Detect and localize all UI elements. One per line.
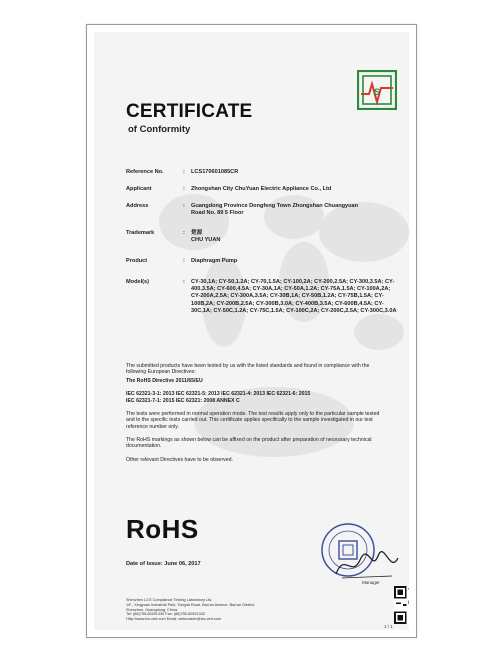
date-of-issue: Date of Issue: June 06, 2017	[126, 561, 201, 567]
footer-line: Http://www.lcs-cert.com Email: webmaster@lcs-cert.com	[126, 617, 222, 622]
page-number: 1 / 1	[384, 624, 393, 629]
field-colon: :	[183, 230, 185, 236]
field-label: Reference No.	[126, 169, 164, 175]
field-value: LCS170601085CR	[191, 169, 239, 175]
world-map-watermark	[154, 162, 409, 542]
directive-text: The RoHS Directive 2011/65/EU	[126, 378, 203, 384]
field-colon: :	[183, 169, 185, 175]
field-colon: :	[183, 279, 185, 285]
field-value: 楚源 CHU YUAN	[191, 230, 221, 244]
field-colon: :	[183, 258, 185, 264]
lab-address-footer	[126, 598, 326, 622]
field-label: Product	[126, 258, 148, 264]
field-label: Address	[126, 203, 149, 209]
certificate-page	[94, 32, 409, 630]
field-label: Applicant	[126, 186, 152, 192]
intro-text: The submitted products have been tested by us with the listed standards and found in compliance with the following European Directives:	[126, 363, 370, 376]
certificate-frame	[86, 24, 417, 638]
other-directives-note: Other relevant Directives have to be observed.	[126, 457, 233, 463]
standards-line-2: IEC 62321-7-1: 2015 IEC 62321: 2008 ANNEX C	[126, 398, 240, 404]
field-label: Model(s)	[126, 279, 149, 285]
footer-line: Shenzhen, Guangdong, China	[126, 607, 178, 612]
certificate-subtitle: of Conformity	[128, 124, 191, 135]
footer-line: Tel: (86)755-82591330 Fax: (86)755-82591332	[126, 612, 205, 617]
lcs-logo-icon	[357, 70, 397, 110]
field-colon: :	[183, 203, 185, 209]
svg-text:S: S	[373, 87, 381, 97]
standards-line-1: IEC 62321-3-1: 2013 IEC 62321-5: 2013 IEC 62321-4: 2013 IEC 62321-6: 2015	[126, 391, 311, 397]
test-note: The tests were performed in normal operation mode. The test results apply only to the particular sample tested and to the specific tests carried out. This certificate applies specifically to the sample investigated in our test reference number only.	[126, 411, 380, 430]
field-value: Zhongshan City ChuYuan Electric Appliance Co., Ltd	[191, 186, 332, 192]
rohs-mark: RoHS	[126, 514, 199, 544]
field-value: Guangdong Province Dongfeng Town Zhongshan Chuangyuan Road No. 89 5 Floor	[191, 203, 359, 217]
footer-line: Shenzhen LCS Compliance Testing Laboratory Ltd.	[126, 598, 213, 602]
manager-label: Manager	[362, 580, 380, 585]
field-label: Trademark	[126, 230, 155, 236]
qr-code-icon	[394, 586, 409, 624]
marking-note: The RoHS markings as shown below can be affixed on the product after preparation of necessary technical documentation.	[126, 437, 372, 450]
field-colon: :	[183, 186, 185, 192]
field-value: Diaphragm Pump	[191, 258, 238, 264]
field-value: CY-30,1A; CY-50,1.2A; CY-70,1.5A; CY-100,2A; CY-200,2.5A; CY-300,3.5A; CY-400,3.5A; CY-600,4.5A; CY-30A,1A; CY-50A,1.2A; CY-75A,1.5A; CY-100A,2A; CY-200A,2.5A; CY-300A,3.5A; CY-30B,1A; CY-50B,1.2A; CY-75B,1.5A; CY-100B,2A; CY-200B,2.5A; CY-300B,3.0A; CY-400B,3.5A; CY-600B,4.5A; CY-30C,1A; CY-50C,1.2A; CY-75C,1.5A; CY-100C,2A; CY-200C,2.5A; CY-300C,3.0A	[191, 279, 397, 314]
signature-icon	[332, 544, 402, 584]
certificate-title: CERTIFICATE	[126, 101, 253, 122]
footer-line: 1/F., Xingyuan Industrial Park, Tongda Road, Bao'an Avenue, Bao'an District,	[126, 602, 256, 607]
